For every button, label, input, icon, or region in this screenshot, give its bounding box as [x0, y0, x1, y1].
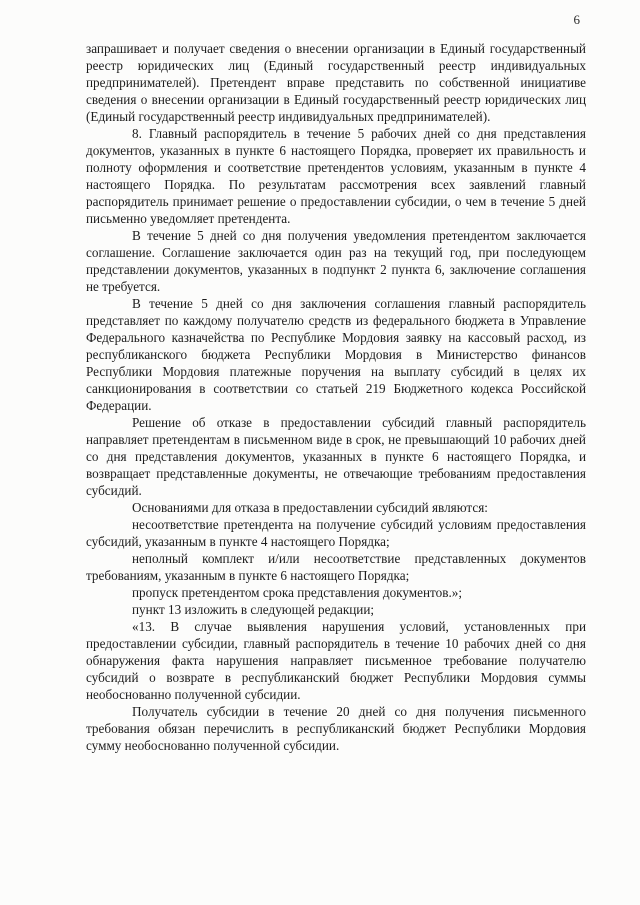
paragraph-agreement: В течение 5 дней со дня получения уведомления претендентом заключается соглашение. Соглашение заключается один раз на текущий год, при последующем представлении документов, указанных в подпункт 2 пункта 6, заключение соглашения не требуется.: [86, 228, 586, 294]
paragraph-ground-incomplete: неполный комплект и/или несоответствие представленных документов требованиям, указанным в пункте 6 настоящего Порядка;: [86, 551, 586, 583]
paragraph-ground-deadline: пропуск претендентом срока представления документов.»;: [132, 585, 463, 600]
paragraph-payment-request: В течение 5 дней со дня заключения соглашения главный распорядитель представляет по каждому получателю средств из федерального бюджета в Управление Федерального казначейства по Республике Мордовия заявку на кассовый расход, из республиканского бюджета Республики Мордовия в Министерство финансов Республики Мордовия платежные поручения на выплату субсидий в целях их санкционирования в соответствии со статьей 219 Бюджетного кодекса Российской Федерации.: [86, 296, 586, 413]
paragraph-refusal-decision: Решение об отказе в предоставлении субсидий главный распорядитель направляет претендентам в письменном виде в срок, не превышающий 10 рабочих дней со дня представления документов, указанных в пункте 6 настоящего Порядка, и возвращает представленные документы, не отвечающие требованиям предоставления субсидий.: [86, 415, 586, 498]
document-body: [86, 40, 586, 754]
paragraph-refund: Получатель субсидии в течение 20 дней со дня получения письменного требования обязан перечислить в республиканский бюджет Республики Мордовия сумму необоснованно полученной субсидии.: [86, 704, 586, 753]
paragraph-refusal-grounds: Основаниями для отказа в предоставлении субсидий являются:: [132, 500, 488, 515]
page-number: 6: [573, 12, 580, 27]
paragraph-item-8: 8. Главный распорядитель в течение 5 рабочих дней со дня представления документов, указанных в пункте 6 настоящего Порядка, проверяет их правильность и полноту оформления и соответствие претендентов условиям, указанным в пункте 4 настоящего Порядка. По результатам рассмотрения всех заявлений главный распорядитель принимает решение о предоставлении субсидии, о чем в течение 5 дней письменно уведомляет претендента.: [86, 126, 586, 226]
paragraph-ground-conditions: несоответствие претендента на получение субсидий условиям предоставления субсидий, указанным в пункте 4 настоящего Порядка;: [86, 517, 586, 549]
paragraph-registry-info: запрашивает и получает сведения о внесении организации в Единый государственный реестр юридических лиц (Единый государственный реестр индивидуальных предпринимателей). Претендент вправе представить по собственной инициативе сведения о внесении организации в Единый государственный реестр юридических лиц (Единый государственный реестр индивидуальных предпринимателей).: [86, 41, 586, 124]
paragraph-item-13: «13. В случае выявления нарушения условий, установленных при предоставлении субсидии, главный распорядитель в течение 10 рабочих дней со дня обнаружения факта нарушения направляет письменное требование получателю субсидий о возврате в республиканский бюджет Республики Мордовия суммы необоснованно полученной субсидии.: [86, 619, 586, 702]
paragraph-item-13-intro: пункт 13 изложить в следующей редакции;: [132, 602, 375, 617]
